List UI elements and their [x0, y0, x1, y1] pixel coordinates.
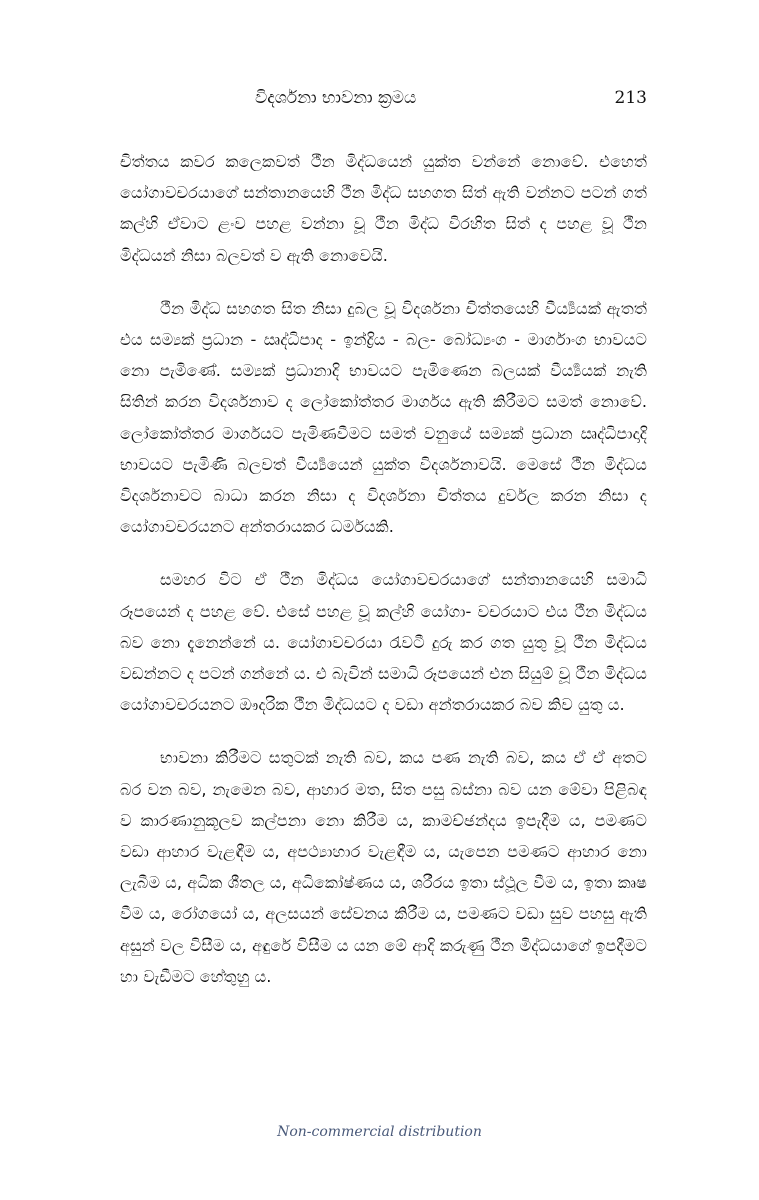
paragraph-3: සමහර විට ඒ ථීන මිද්ධය යෝගාවචරයාගේ සන්තානයෙහි සමාධි රූපයෙන් ද පහළ වේ. එසේ පහළ වූ කල්හි යෝගා- වචරයාට එය ථීන මිද්ධය බව නො දැනෙන්නේ ය. යෝගාවචරයා රැවටී දුරු කර ගත යුතු වූ ථීන මිද්ධය වඩන්නට ද පටන් ගන්නේ ය. එ බැවින් සමාධි රූපයෙන් එන සියුම් වූ ථීන මිද්ධය යෝගාවචරයනට ඖදරික ථීන මිද්ධයට ද වඩා අන්තරායකර බව කිව යුතු ය. — [120, 570, 647, 715]
running-title: විදර්ශනා භාවනා ක්‍රමය — [255, 88, 417, 108]
page-number: 213 — [614, 88, 647, 108]
distribution-note: Non-commercial distribution — [277, 1124, 482, 1140]
paragraph-4: භාවනා කිරීමට සතුටක් නැති බව, කය පණ නැති බව, කය ඒ ඒ අතට බර වන බව, නැමෙන බව, ආහාර මත, සිත පසු බස්නා බව යන මේවා පිළිබඳ ව කාරණානුකූලව කල්පනා නො කිරීම ය, කාමච්ඡන්දය ඉපැදීම ය, පමණට වඩා ආහාර වැළඳීම ය, අපථ්‍යාහාර වැළඳීම ය, යැපෙන පමණට ආහාර නො ලැබීම ය, අධික ශීතල ය, අධිකෝෂ්ණය ය, ශරීරය ඉතා ස්ථූල වීම ය, ඉතා කෘෂ වීම ය, රෝගයෝ ය, අලසයන් සේවනය කිරීම ය, පමණට වඩා සුව පහසු ඇති අසුන් වල විසීම ය, අඳුරේ විසීම ය යන මේ ආදි කරුණු ථීන මිද්ධයාගේ ඉපදීමට හා වැඩීමට හේතුහු ය. — [120, 748, 647, 986]
paragraph-2: ථීන මිද්ධ සහගත සිත නිසා දුබල වූ විදර්ශනා චිත්තයෙහි වීර්‍ය්‍යයක් ඇතත් එය සම්‍යක් ප්‍රධාන - ඍද්ධිපාද - ඉන්ද්‍රිය - බල- බෝධ්‍යංග - මාර්ගාංග භාවයට නො පැමිණේ. සම්‍යක් ප්‍රධානාදි භාවයට පැමිණෙන බලයක් වීර්‍ය්‍යයක් නැති සිතින් කරන විදර්ශනාව ද ලෝකෝත්තර මාර්ගය ඇති කිරීමට සමත් නොවේ. ලෝකෝත්තර මාර්ගයට පැමිණවීමට සමත් වනුයේ සම්‍යක් ප්‍රධාන ඍද්ධිපාදාදි භාවයට පැමිණි බලවත් වීර්‍ය්‍යයෙන් යුක්ත විදර්ශනාවයි. මෙසේ ථීන මිද්ධය විදර්ශනාවට බාධා කරන නිසා ද විදර්ශනා චිත්තය දුර්වල කරන නිසා ද යෝගාවචරයනට අන්තරායකර ධර්මයකි. — [120, 298, 647, 537]
page-header — [120, 88, 647, 118]
page-body — [120, 146, 647, 1014]
paragraph-1: චිත්තය කවර කලෙකවත් ථීන මිද්ධයෙන් යුක්ත වන්නේ නොවේ. එහෙත් යෝගාවචරයාගේ සන්තානයෙහි ථීන මිද්ධ සහගත සිත් ඇති වන්නට පටන් ගත් කල්හි ඒවාට ළංව පහළ වන්නා වූ ථීන මිද්ධ විරහිත සිත් ද පහළ වූ ථීන මිද්ධයන් නිසා බලවත් ව ඇති නොවෙයි. — [120, 152, 647, 265]
